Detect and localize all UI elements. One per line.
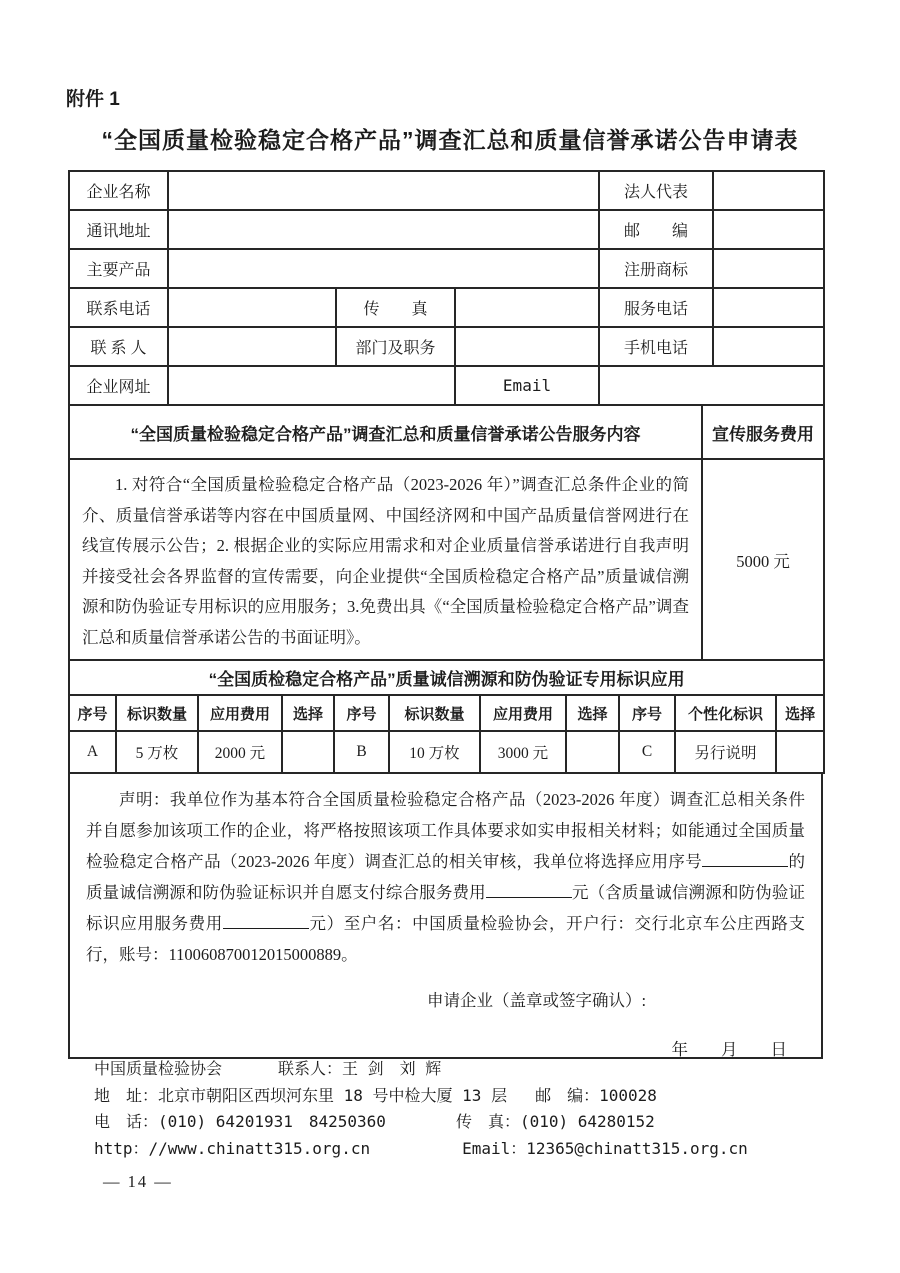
service-content-header: “全国质量检验稳定合格产品”调查汇总和质量信誉承诺公告服务内容 xyxy=(69,405,702,459)
service-content-text: 1. 对符合“全国质量检验稳定合格产品（2023-2026 年）”调查汇总条件企业的简介、质量信誉承诺等内容在中国质量网、中国经济网和中国产品质量信誉网进行在线宣传展示公告；2. 根据企业的实际应用需求和对企业质量信誉承诺进行自我声明并接受社会各界监督的宣传需要，向企业提供“全国质检稳定合格产品”质量诚信溯源和防伪验证专用标识的应用服务；3.免费出具《“全国质量检验稳定合格产品”调查汇总和质量信誉承诺公告的书面证明》。 xyxy=(82,475,689,647)
footer-phone-line xyxy=(94,1109,834,1136)
service-table xyxy=(68,404,825,661)
col-header-mark-qty: 标识数量 xyxy=(116,695,198,731)
option-c-choice-cell xyxy=(776,731,824,773)
declaration-cell xyxy=(68,772,823,1059)
option-b-choice-cell xyxy=(566,731,619,773)
department-title-value xyxy=(455,327,599,366)
declaration-text: 元）至户名：中国质量检验协会，开户行：交行北京车公庄西路支行，账号：110060870012015000889。 xyxy=(86,914,806,964)
table-row xyxy=(69,210,824,249)
mailing-address-label: 通讯地址 xyxy=(69,210,168,249)
table-row xyxy=(69,327,824,366)
company-name-value xyxy=(168,171,599,210)
option-b-serial: B xyxy=(334,731,389,773)
col-header-serial: 序号 xyxy=(334,695,389,731)
organization-name: 中国质量检验协会 xyxy=(94,1059,223,1078)
footer-org-line xyxy=(94,1056,834,1083)
table-row xyxy=(69,695,824,731)
footer-address-line xyxy=(94,1083,834,1110)
table-row xyxy=(69,660,824,695)
department-title-label: 部门及职务 xyxy=(336,327,455,366)
total-fee-fill-blank xyxy=(486,884,572,898)
application-form xyxy=(68,170,823,1059)
col-header-app-fee: 应用费用 xyxy=(198,695,282,731)
fax-value xyxy=(455,288,599,327)
col-header-choice: 选择 xyxy=(282,695,334,731)
page-number: — 14 — xyxy=(103,1172,173,1191)
declaration-paragraph xyxy=(86,784,805,970)
table-row xyxy=(69,171,824,210)
mobile-phone-label: 手机电话 xyxy=(599,327,713,366)
mark-fee-fill-blank xyxy=(223,915,309,929)
attachment-label: 附件 1 xyxy=(66,89,120,110)
fax-text: 传 真：(010) 64280152 xyxy=(455,1112,655,1131)
option-c-serial: C xyxy=(619,731,675,773)
table-row xyxy=(69,731,824,773)
phone-text: 电 话：(010) 64201931 84250360 xyxy=(94,1112,386,1131)
main-products-value xyxy=(168,249,599,288)
postal-code-text: 邮 编：100028 xyxy=(535,1085,657,1105)
footer-web-line xyxy=(94,1136,834,1163)
company-website-value xyxy=(168,366,455,405)
contact-phone-value xyxy=(168,288,336,327)
page-title: “全国质量检验稳定合格产品”调查汇总和质量信誉承诺公告申请表 xyxy=(101,127,799,153)
contact-phone-label: 联系电话 xyxy=(69,288,168,327)
promotion-fee-value: 5000 元 xyxy=(702,459,824,660)
col-header-choice: 选择 xyxy=(566,695,619,731)
info-table xyxy=(68,170,825,406)
col-header-mark-qty: 标识数量 xyxy=(389,695,480,731)
mobile-phone-value xyxy=(713,327,824,366)
address-text: 地 址：北京市朝阳区西坝河东里 18 号中检大厦 13 层 xyxy=(94,1085,508,1105)
applicant-signature-label: 申请企业（盖章或签字确认）: xyxy=(427,991,647,1010)
fax-label: 传 真 xyxy=(336,288,455,327)
contact-persons: 联系人：王 剑 刘 辉 xyxy=(278,1059,442,1078)
table-row xyxy=(69,249,824,288)
declaration-text: 的质量诚信溯源和防伪验证标识并自愿支付综合服务费用 xyxy=(86,852,806,902)
registered-trademark-value xyxy=(713,249,824,288)
registered-trademark-label: 注册商标 xyxy=(599,249,713,288)
option-a-choice-cell xyxy=(282,731,334,773)
promotion-fee-header: 宣传服务费用 xyxy=(702,405,824,459)
postal-code-value xyxy=(713,210,824,249)
table-row xyxy=(69,459,824,660)
main-products-label: 主要产品 xyxy=(69,249,168,288)
email-label: Email xyxy=(455,366,599,405)
service-phone-label: 服务电话 xyxy=(599,288,713,327)
table-row xyxy=(69,405,824,459)
option-a-serial: A xyxy=(69,731,116,773)
service-phone-value xyxy=(713,288,824,327)
contact-footer xyxy=(94,1056,834,1162)
email-value xyxy=(599,366,824,405)
identity-section-title: “全国质检稳定合格产品”质量诚信溯源和防伪验证专用标识应用 xyxy=(69,660,824,695)
website-url: http：//www.chinatt315.org.cn xyxy=(94,1138,371,1158)
identity-mark-table xyxy=(68,659,825,774)
serial-fill-blank xyxy=(702,853,788,867)
declaration-text: 元（含质量诚信溯源和防伪验证标识应用服务费用 xyxy=(86,883,806,933)
legal-representative-value xyxy=(713,171,824,210)
table-row xyxy=(69,366,824,405)
option-a-fee: 2000 元 xyxy=(198,731,282,773)
declaration-text: 声明：我单位作为基本符合全国质量检验稳定合格产品（2023-2026 年度）调查汇总相关条件并自愿参加该项工作的企业，将严格按照该项工作具体要求如实申报相关材料；如能通过全国质量检验稳定合格产品（2023-2026 年度）调查汇总的相关审核，我单位将选择应用序号 xyxy=(86,790,805,871)
col-header-choice: 选择 xyxy=(776,695,824,731)
option-b-fee: 3000 元 xyxy=(480,731,566,773)
service-content-cell xyxy=(69,459,702,660)
option-c-custom-mark: 另行说明 xyxy=(675,731,776,773)
mailing-address-value xyxy=(168,210,599,249)
col-header-custom-mark: 个性化标识 xyxy=(675,695,776,731)
option-a-qty: 5 万枚 xyxy=(116,731,198,773)
postal-code-label: 邮 编 xyxy=(599,210,713,249)
legal-representative-label: 法人代表 xyxy=(599,171,713,210)
table-row xyxy=(69,288,824,327)
company-website-label: 企业网址 xyxy=(69,366,168,405)
contact-person-value xyxy=(168,327,336,366)
contact-person-label: 联 系 人 xyxy=(69,327,168,366)
company-name-label: 企业名称 xyxy=(69,171,168,210)
email-address: Email：12365@chinatt315.org.cn xyxy=(462,1138,748,1158)
col-header-serial: 序号 xyxy=(69,695,116,731)
option-b-qty: 10 万枚 xyxy=(389,731,480,773)
col-header-serial: 序号 xyxy=(619,695,675,731)
date-label: 年 月 日 xyxy=(671,1040,787,1059)
col-header-app-fee: 应用费用 xyxy=(480,695,566,731)
